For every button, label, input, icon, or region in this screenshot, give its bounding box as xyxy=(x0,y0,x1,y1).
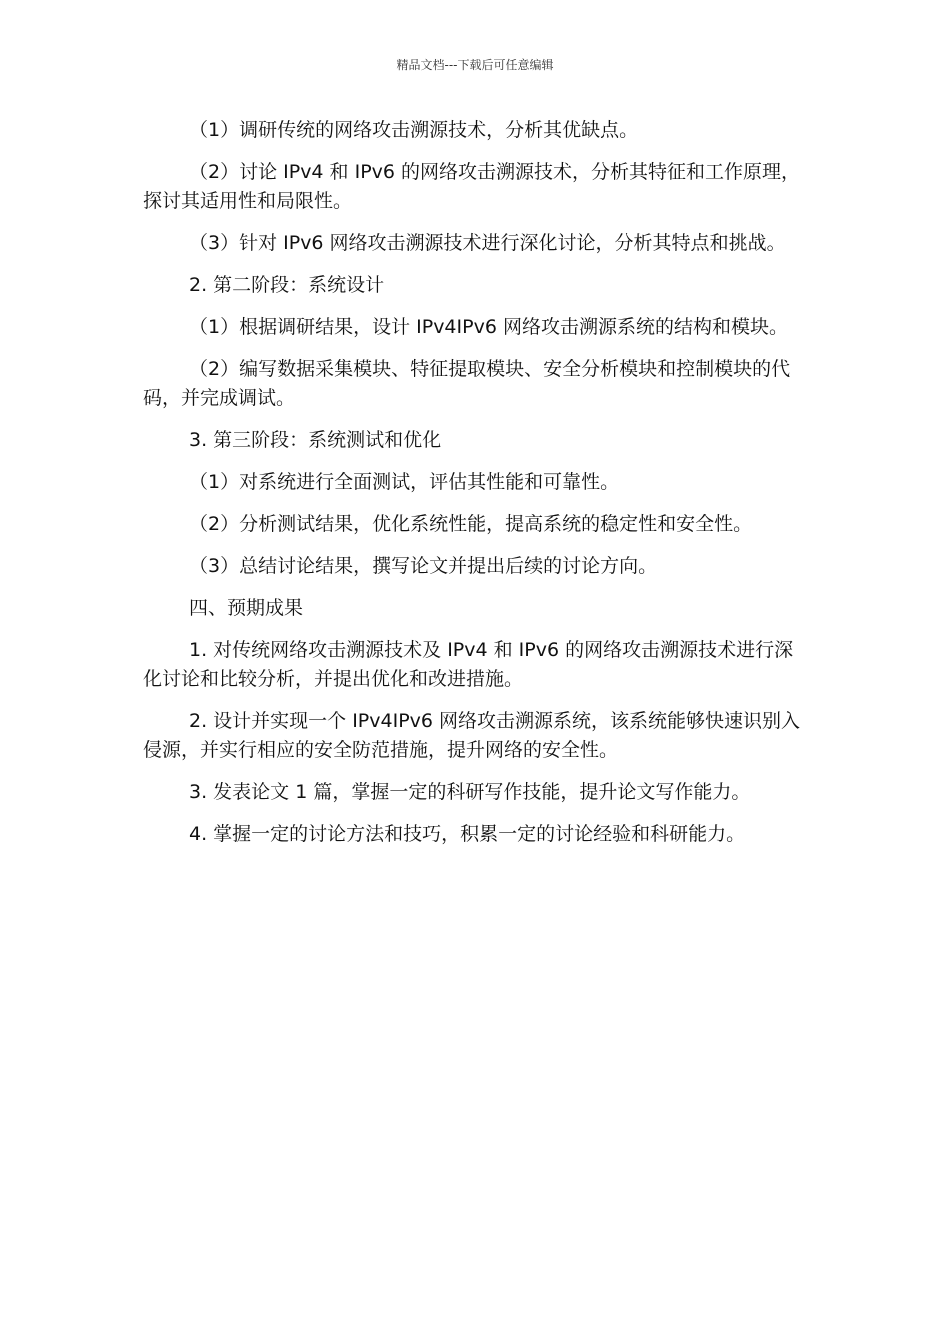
paragraph-result-2: 2. 设计并实现一个 IPv4IPv6 网络攻击溯源系统，该系统能够快速识别入侵源，并实行相应的安全防范措施，提升网络的安全性。 xyxy=(143,710,801,761)
section-heading-expected-results: 四、预期成果 xyxy=(189,597,304,619)
paragraph-result-3: 3. 发表论文 1 篇，掌握一定的科研写作技能，提升论文写作能力。 xyxy=(189,781,751,803)
paragraph-system-testing: （1）对系统进行全面测试，评估其性能和可靠性。 xyxy=(189,471,620,493)
page-header: 精品文档---下载后可任意编辑 xyxy=(396,58,554,72)
section-heading-stage-2: 2. 第二阶段：系统设计 xyxy=(189,274,385,296)
paragraph-ipv6-deep-dive: （3）针对 IPv6 网络攻击溯源技术进行深化讨论，分析其特点和挑战。 xyxy=(189,232,786,254)
paragraph-module-coding: （2）编写数据采集模块、特征提取模块、安全分析模块和控制模块的代码，并完成调试。 xyxy=(143,358,791,409)
section-heading-stage-3: 3. 第三阶段：系统测试和优化 xyxy=(189,429,442,451)
paragraph-result-1: 1. 对传统网络攻击溯源技术及 IPv4 和 IPv6 的网络攻击溯源技术进行深化讨论和比较分析，并提出优化和改进措施。 xyxy=(143,639,794,690)
paragraph-summary-paper: （3）总结讨论结果，撰写论文并提出后续的讨论方向。 xyxy=(189,555,658,577)
paragraph-result-4: 4. 掌握一定的讨论方法和技巧，积累一定的讨论经验和科研能力。 xyxy=(189,823,746,845)
paragraph-optimization: （2）分析测试结果，优化系统性能，提高系统的稳定性和安全性。 xyxy=(189,513,753,535)
paragraph-system-structure: （1）根据调研结果，设计 IPv4IPv6 网络攻击溯源系统的结构和模块。 xyxy=(189,316,788,338)
document-body xyxy=(143,116,805,862)
paragraph-research-traditional: （1）调研传统的网络攻击溯源技术，分析其优缺点。 xyxy=(189,119,639,141)
paragraph-discuss-ipv4-ipv6: （2）讨论 IPv4 和 IPv6 的网络攻击溯源技术，分析其特征和工作原理，探讨其适用性和局限性。 xyxy=(143,161,801,212)
